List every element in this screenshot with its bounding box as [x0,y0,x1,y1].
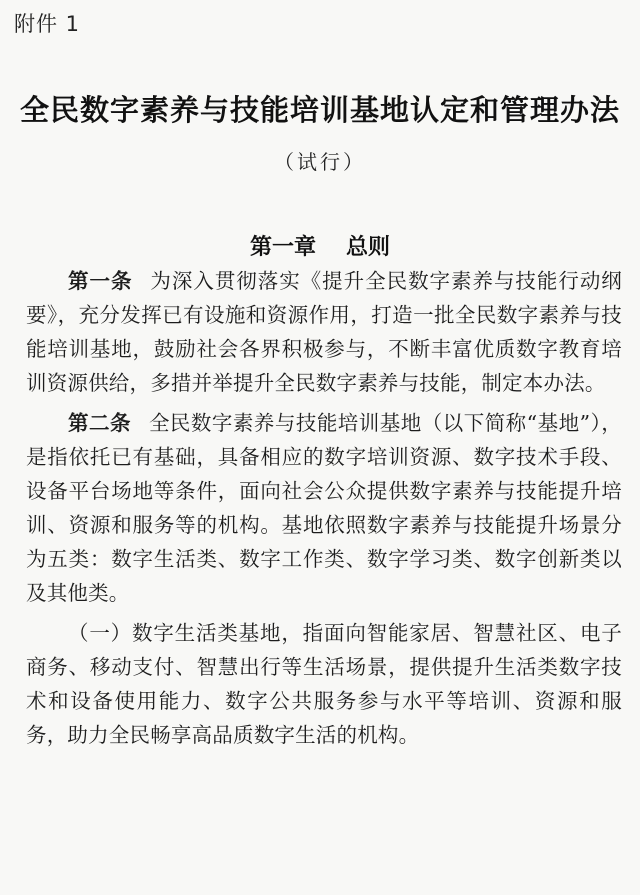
article-2 [26,406,622,610]
article-1-lead: 第一条 [68,269,133,293]
chapter-label: 第一章 [249,235,316,260]
document-subtitle: （试行） [274,150,366,174]
article-1-text: 为深入贯彻落实《提升全民数字素养与技能行动纲要》，充分发挥已有设施和资源作用，打造一批全民数字素养与技能培训基地，鼓励社会各界积极参与，不断丰富优质数字教育培训资源供给，多措并举提升全民数字素养与技能，制定本办法。 [26,269,622,395]
article-1 [26,264,622,400]
attachment-label: 附件 1 [14,12,81,36]
article-2-text: 全民数字素养与技能培训基地（以下简称“基地”），是指依托已有基础，具备相应的数字培训资源、数字技术手段、设备平台场地等条件，面向社会公众提供数字素养与技能提升培训、资源和服务等的机构。基地依照数字素养与技能提升场景分为五类：数字生活类、数字工作类、数字学习类、数字创新类以及其他类。 [26,411,622,605]
chapter-title: 总则 [346,235,391,260]
article-2-item-1 [26,616,622,752]
chapter-heading [0,230,640,261]
article-2-lead: 第二条 [68,411,131,435]
document-title: 全民数字素养与技能培训基地认定和管理办法 [19,93,620,127]
article-2-item-1-text: （一）数字生活类基地，指面向智能家居、智慧社区、电子商务、移动支付、智慧出行等生活场景，提供提升生活类数字技术和设备使用能力、数字公共服务参与水平等培训、资源和服务，助力全民畅享高品质数字生活的机构。 [26,621,622,747]
document-body [26,264,622,758]
